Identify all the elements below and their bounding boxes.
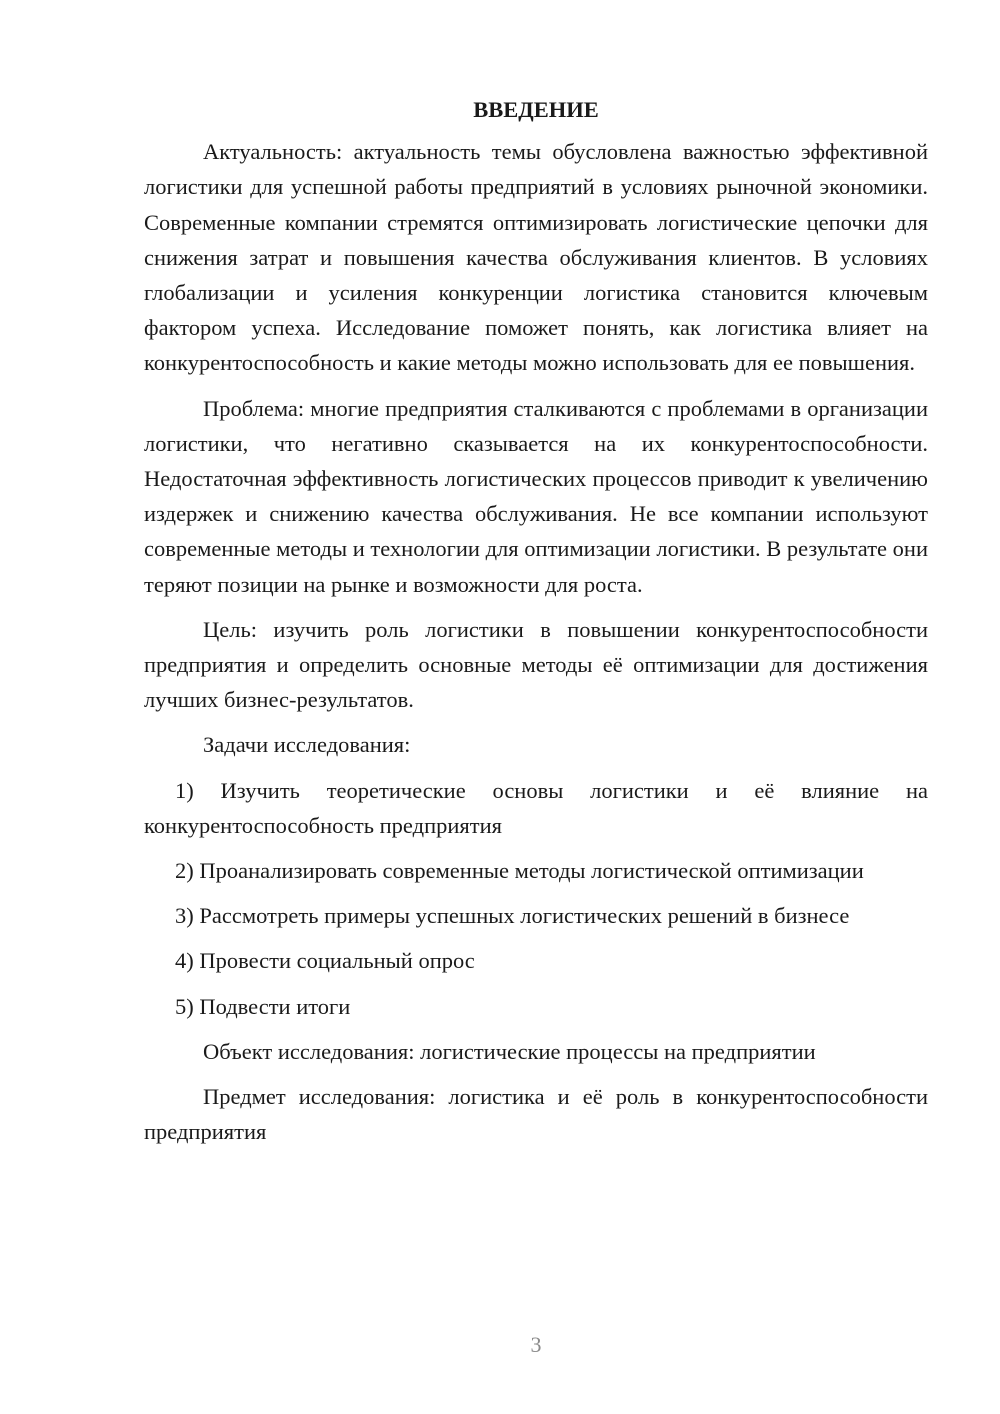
paragraph-goal: Цель: изучить роль логистики в повышении конкурентоспособности предприятия и определить основные методы её оптимизации для достижения лучших бизнес-результатов. <box>144 616 928 713</box>
paragraph-relevance: Актуальность: актуальность темы обусловлена важностью эффективной логистики для успешной работы предприятий в условиях рыночной экономики. Современные компании стремятся оптимизировать логистические цепочки для снижения затрат и повышения качества обслуживания клиентов. В условиях глобализации и усиления конкуренции логистика становится ключевым фактором успеха. Исследование поможет понять, как логистика влияет на конкурентоспособность и какие методы можно использовать для ее повышения. <box>144 139 928 376</box>
paragraph-subject: Предмет исследования: логистика и её роль в конкурентоспособности предприятия <box>144 1084 928 1145</box>
task-item-1: 1) Изучить теоретические основы логистики и её влияние на конкурентоспособность предприятия <box>144 777 928 838</box>
page-body <box>144 92 928 1149</box>
paragraph-problem: Проблема: многие предприятия сталкиваются с проблемами в организации логистики, что негативно сказывается на их конкурентоспособности. Недостаточная эффективность логистических процессов приводит к увеличению издержек и снижению качества обслуживания. Не все компании используют современные методы и технологии для оптимизации логистики. В результате они теряют позиции на рынке и возможности для роста. <box>144 395 928 597</box>
task-item-2: 2) Проанализировать современные методы логистической оптимизации <box>175 858 864 884</box>
task-item-4: 4) Провести социальный опрос <box>175 948 475 974</box>
tasks-heading: Задачи исследования: <box>203 732 411 758</box>
task-item-5: 5) Подвести итоги <box>175 993 351 1019</box>
page-title: ВВЕДЕНИЕ <box>473 97 599 122</box>
page-number: 3 <box>530 1332 542 1357</box>
paragraph-object: Объект исследования: логистические процессы на предприятии <box>203 1038 816 1064</box>
task-item-3: 3) Рассмотреть примеры успешных логистических решений в бизнесе <box>175 903 850 929</box>
